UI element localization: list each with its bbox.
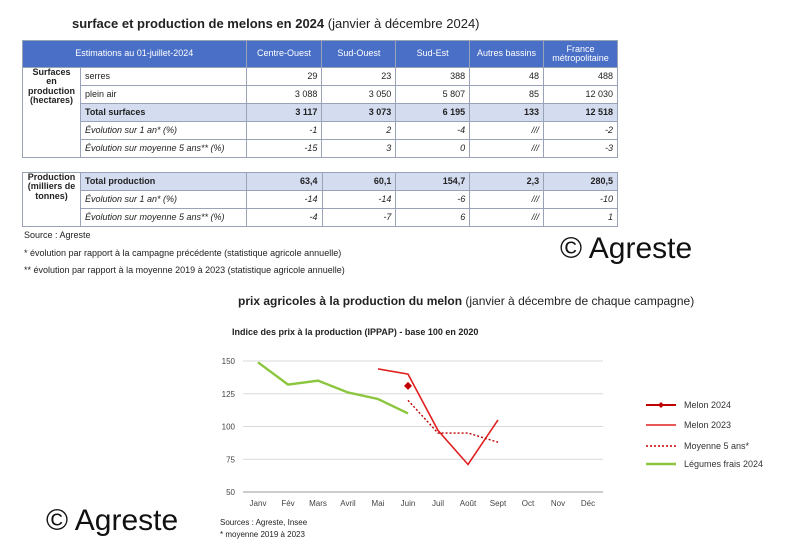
cell: 63,4 bbox=[246, 173, 322, 191]
row-label: Évolution sur moyenne 5 ans** (%) bbox=[80, 140, 246, 158]
chart-grid bbox=[243, 361, 603, 492]
x-tick-label: Août bbox=[459, 499, 477, 508]
cell: 3 bbox=[322, 140, 396, 158]
cell: 3 073 bbox=[322, 104, 396, 122]
legend-marker bbox=[658, 402, 664, 408]
legend-label: Melon 2024 bbox=[684, 400, 732, 410]
y-tick-label: 150 bbox=[221, 357, 235, 366]
cell: 3 050 bbox=[322, 86, 396, 104]
y-tick-label: 75 bbox=[226, 455, 235, 465]
x-tick-label: Avril bbox=[340, 499, 356, 508]
header-sud-est: Sud-Est bbox=[396, 41, 470, 68]
cell: 29 bbox=[246, 68, 322, 86]
row-label: plein air bbox=[80, 86, 246, 104]
cell: -7 bbox=[322, 209, 396, 227]
table-title: surface et production de melons en 2024 (janvier à décembre 2024) bbox=[72, 16, 480, 31]
cell: -14 bbox=[322, 191, 396, 209]
x-tick-label: Mai bbox=[371, 499, 385, 508]
header-sud-ouest: Sud-Ouest bbox=[322, 41, 396, 68]
header-france: France métropolitaine bbox=[543, 41, 617, 68]
x-tick-label: Déc bbox=[580, 499, 596, 508]
cell: 2 bbox=[322, 122, 396, 140]
watermark-bottom: © Agreste bbox=[46, 504, 179, 537]
header-estimations: Estimations au 01-juillet-2024 bbox=[23, 41, 247, 68]
series-line bbox=[378, 369, 498, 465]
x-tick-label: Sept bbox=[489, 499, 507, 508]
cell: /// bbox=[470, 122, 544, 140]
cell: 0 bbox=[396, 140, 470, 158]
cell: /// bbox=[470, 191, 544, 209]
cell: 3 088 bbox=[246, 86, 322, 104]
series-line bbox=[408, 400, 498, 442]
cell: -14 bbox=[246, 191, 322, 209]
cell: -4 bbox=[246, 209, 322, 227]
cell: 6 195 bbox=[396, 104, 470, 122]
chart-footnote: * moyenne 2019 à 2023 bbox=[220, 530, 305, 539]
cell: -6 bbox=[396, 191, 470, 209]
chart-title: Indice des prix à la production (IPPAP) - base 100 en 2020 bbox=[232, 327, 479, 337]
x-tick-label: Fév bbox=[281, 499, 295, 508]
cell: 280,5 bbox=[544, 173, 618, 191]
x-tick-label: Mars bbox=[309, 499, 327, 508]
note-1: * évolution par rapport à la campagne précédente (statistique agricole annuelle) bbox=[24, 248, 342, 258]
x-tick-label: Juin bbox=[400, 499, 416, 508]
cell: -1 bbox=[246, 122, 322, 140]
cell: 85 bbox=[470, 86, 544, 104]
x-tick-label: Oct bbox=[521, 499, 535, 508]
cell: 2,3 bbox=[470, 173, 544, 191]
note-source: Source : Agreste bbox=[24, 230, 91, 240]
cell: -4 bbox=[396, 122, 470, 140]
legend-label: Légumes frais 2024 bbox=[684, 459, 764, 469]
legend-label: Moyenne 5 ans* bbox=[684, 441, 750, 451]
x-tick-labels bbox=[250, 499, 596, 508]
y-tick-label: 100 bbox=[221, 422, 235, 432]
cell: 488 bbox=[543, 68, 617, 86]
cell: 12 518 bbox=[543, 104, 617, 122]
chart-source: Sources : Agreste, Insee bbox=[220, 518, 308, 527]
cell: 23 bbox=[322, 68, 396, 86]
surfaces-group-label: Surfaces en production (hectares) bbox=[23, 68, 81, 158]
series-point bbox=[404, 382, 412, 390]
cell: 154,7 bbox=[396, 173, 470, 191]
cell: 1 bbox=[544, 209, 618, 227]
row-label: Total production bbox=[80, 173, 246, 191]
x-tick-label: Nov bbox=[550, 499, 566, 508]
x-tick-label: Juil bbox=[431, 499, 445, 508]
cell: -10 bbox=[544, 191, 618, 209]
chart-section-title: prix agricoles à la production du melon (janvier à décembre de chaque campagne) bbox=[238, 294, 695, 308]
cell: 388 bbox=[396, 68, 470, 86]
cell: -3 bbox=[543, 140, 617, 158]
cell: 5 807 bbox=[396, 86, 470, 104]
row-label: serres bbox=[80, 68, 246, 86]
y-tick-labels bbox=[222, 357, 236, 497]
cell: 60,1 bbox=[322, 173, 396, 191]
x-tick-label: Janv bbox=[249, 499, 267, 508]
row-label: Évolution sur 1 an* (%) bbox=[80, 122, 246, 140]
cell: 133 bbox=[470, 104, 544, 122]
cell: /// bbox=[470, 209, 544, 227]
header-centre-ouest: Centre-Ouest bbox=[246, 41, 322, 68]
watermark-top: © Agreste bbox=[560, 232, 693, 265]
cell: -15 bbox=[246, 140, 322, 158]
chart-series bbox=[258, 362, 498, 464]
cell: 48 bbox=[470, 68, 544, 86]
cell: 6 bbox=[396, 209, 470, 227]
cell: -2 bbox=[543, 122, 617, 140]
legend-label: Melon 2023 bbox=[684, 420, 732, 430]
y-tick-label: 50 bbox=[226, 488, 235, 497]
y-tick-label: 125 bbox=[221, 389, 235, 399]
header-autres-bassins: Autres bassins bbox=[470, 41, 544, 68]
cell: 3 117 bbox=[246, 104, 322, 122]
chart-legend bbox=[646, 400, 763, 469]
production-group-label: Production (milliers de tonnes) bbox=[23, 173, 81, 227]
note-2: ** évolution par rapport à la moyenne 2019 à 2023 (statistique agricole annuelle) bbox=[24, 265, 345, 275]
row-label: Évolution sur moyenne 5 ans** (%) bbox=[80, 209, 246, 227]
cell: 12 030 bbox=[543, 86, 617, 104]
cell: /// bbox=[470, 140, 544, 158]
row-label: Évolution sur 1 an* (%) bbox=[80, 191, 246, 209]
row-label: Total surfaces bbox=[80, 104, 246, 122]
